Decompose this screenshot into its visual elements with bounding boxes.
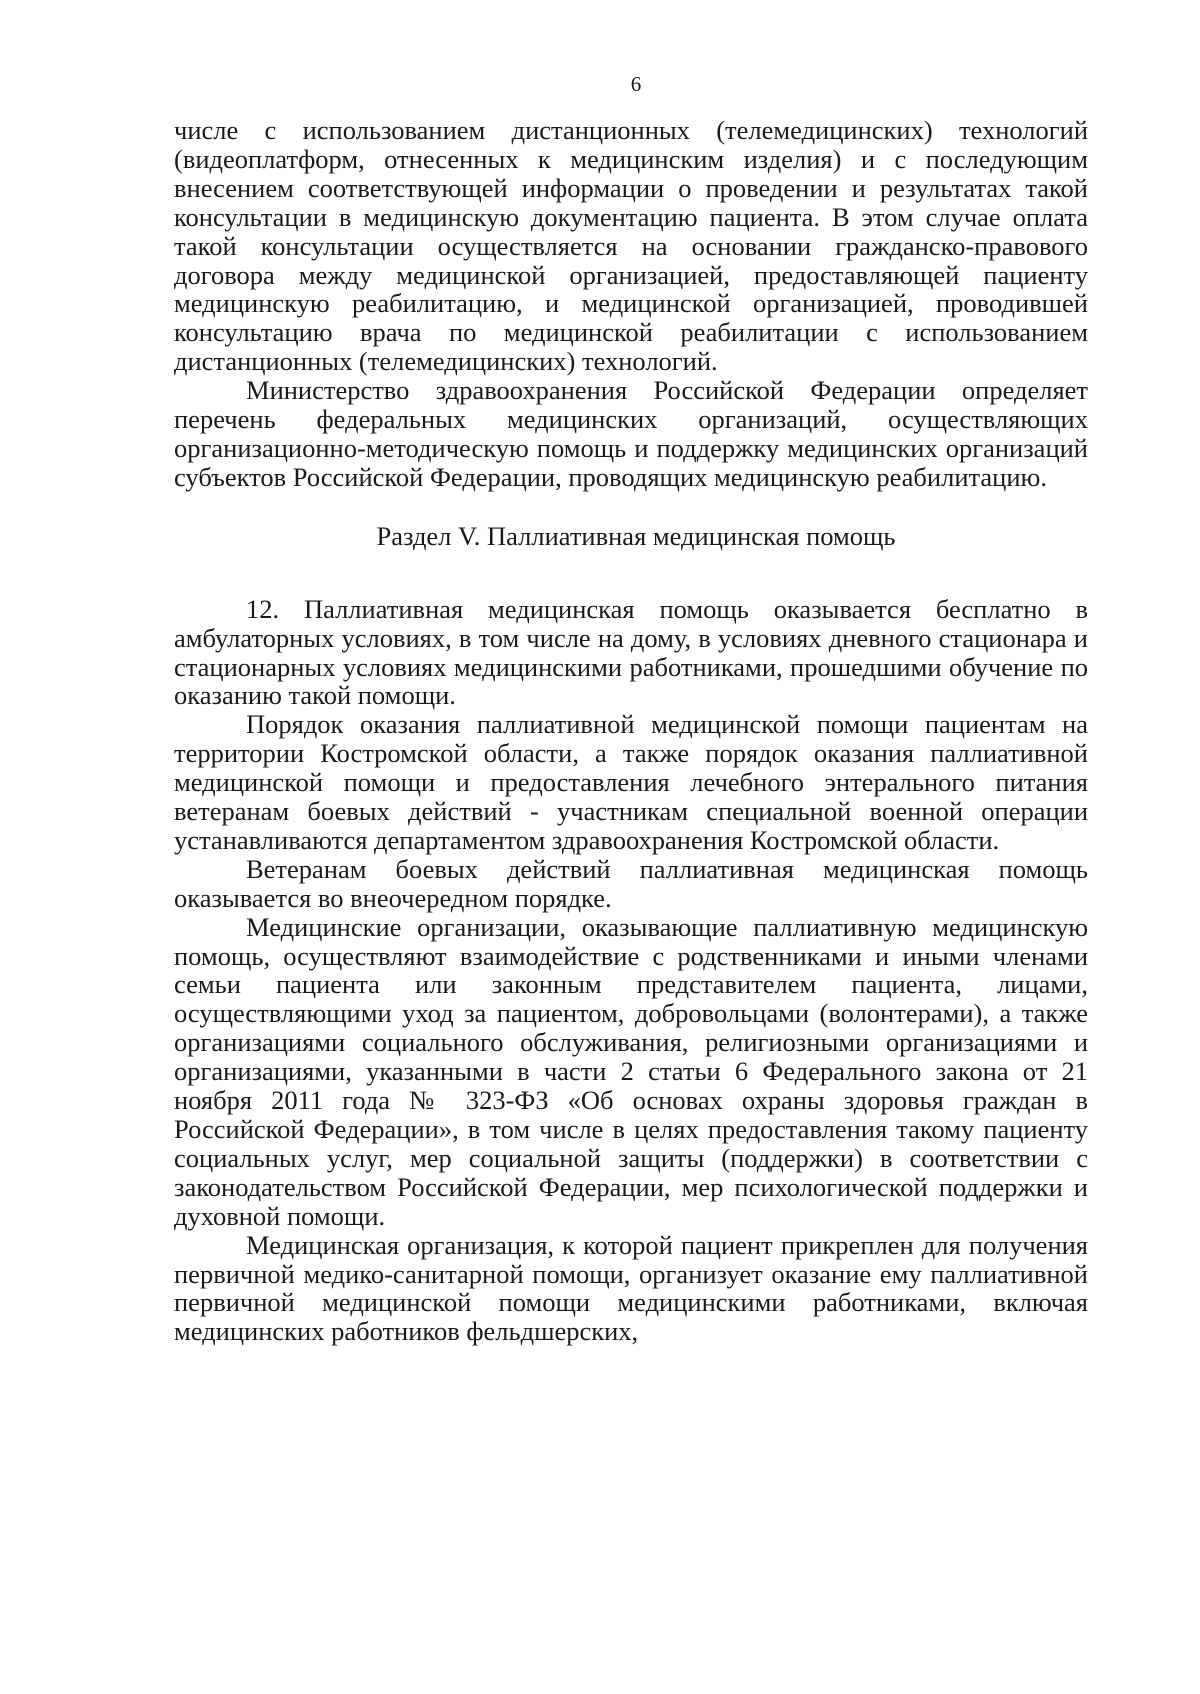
page-number: 6 xyxy=(630,72,642,96)
paragraph-veterans-priority: Ветеранам боевых действий паллиативная медицинская помощь оказывается во внеочередном порядке. xyxy=(174,853,1088,913)
paragraph-interaction: Медицинские организации, оказывающие паллиативную медицинскую помощь, осуществляют взаимодействие с родственниками и иными членами семьи пациента или законным представителем пациента, лицами, осуществляющими уход за пациентом, добровольцами (волонтерами), а также организациями социального обслуживания, религиозными организациями и организациями, указанными в части 2 статьи 6 Федерального закона от 21 ноября 2011 года № 323-ФЗ «Об основах охраны здоровья граждан в Российской Федерации», в том числе в целях предоставления такому пациенту социальных услуг, мер социальной защиты (поддержки) в соответствии с законодательством Российской Федерации, мер психологической поддержки и духовной помощи. xyxy=(174,911,1088,1231)
paragraph-order-kostroma: Порядок оказания паллиативной медицинской помощи пациентам на территории Костромской области, а также порядок оказания паллиативной медицинской помощи и предоставления лечебного энтерального питания ветеранам боевых действий - участникам специальной военной операции устанавливаются департаментом здравоохранения Костромской области. xyxy=(174,709,1088,855)
section-heading: Раздел V. Паллиативная медицинская помощь xyxy=(376,520,896,551)
paragraph-ministry-federal-organizations: Министерство здравоохранения Российской Федерации определяет перечень федеральных медицинских организаций, осуществляющих организационно-методическую помощь и поддержку медицинских организаций субъектов Российской Федерации, проводящих медицинскую реабилитацию. xyxy=(174,375,1088,492)
document-page xyxy=(174,70,1088,1346)
paragraph-item-12: 12. Паллиативная медицинская помощь оказывается бесплатно в амбулаторных условиях, в том числе на дому, в условиях дневного стационара и стационарных условиях медицинскими работниками, прошедшими обучение по оказанию такой помощи. xyxy=(174,593,1088,711)
paragraph-continuation-telemedicine: числе с использованием дистанционных (телемедицинских) технологий (видеоплатформ, отнесенных к медицинским изделия) и с последующим внесением соответствующей информации о проведении и результатах такой консультации в медицинскую документацию пациента. В этом случае оплата такой консультации осуществляется на основании гражданско-правового договора между медицинской организацией, предоставляющей пациенту медицинскую реабилитацию, и медицинской организацией, проводившей консультацию врача по медицинской реабилитации с использованием дистанционных (телемедицинских) технологий. xyxy=(174,115,1088,377)
paragraph-attached-organization: Медицинская организация, к которой пациент прикреплен для получения первичной медико-санитарной помощи, организует оказание ему паллиативной первичной медицинской помощи медицинскими работниками, включая медицинских работников фельдшерских, xyxy=(174,1229,1088,1347)
